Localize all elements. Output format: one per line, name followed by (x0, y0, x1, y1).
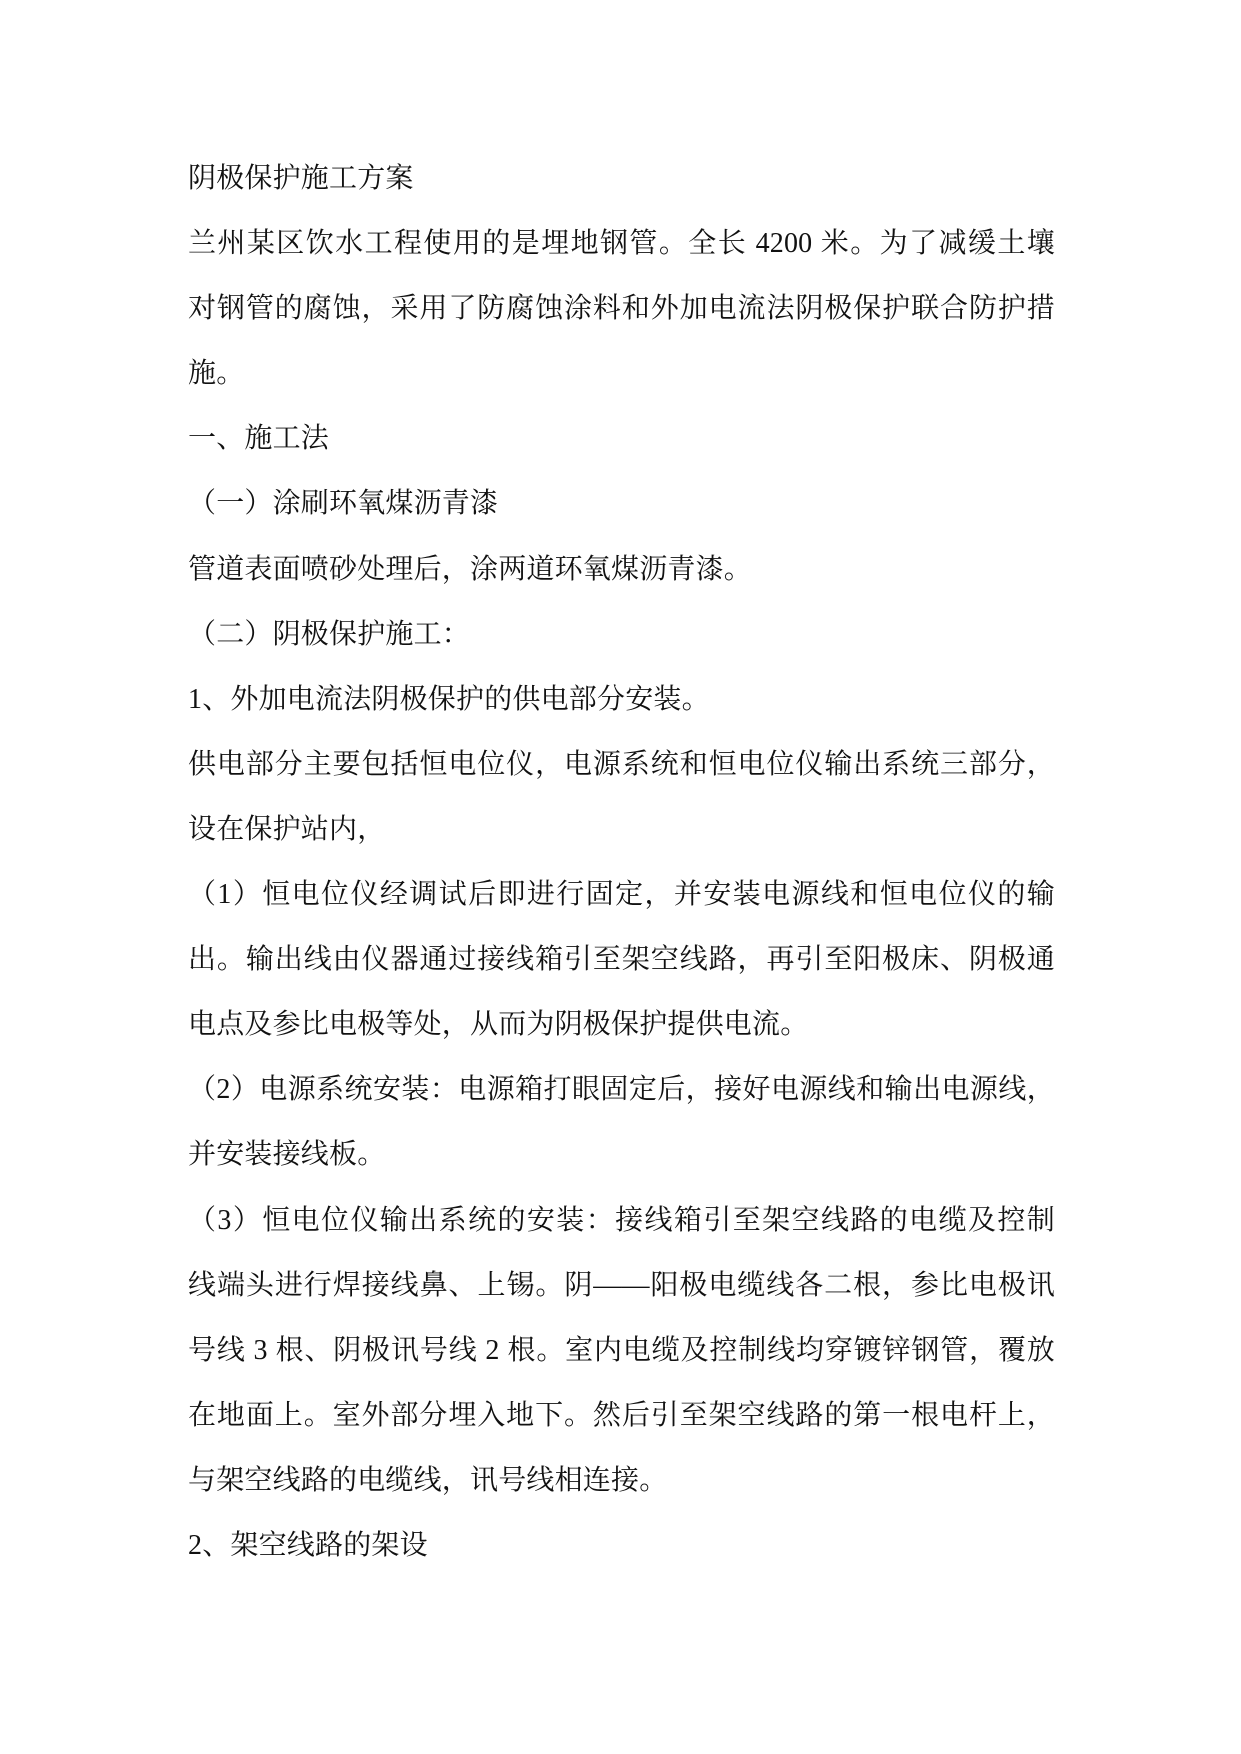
doc-line: （3）恒电位仪输出系统的安装：接线箱引至架空线路的电缆及控制 (188, 1204, 1055, 1236)
doc-line: 并安装接线板。 (188, 1139, 386, 1171)
doc-line: （2）电源系统安装：电源箱打眼固定后，接好电源线和输出电源线， (188, 1074, 1055, 1106)
doc-line: 施。 (188, 358, 245, 390)
document-text-block (188, 146, 1055, 1578)
doc-line: 出。输出线由仪器通过接线箱引至架空线路，再引至阳极床、阴极通 (188, 944, 1055, 976)
doc-line: 电点及参比电极等处，从而为阴极保护提供电流。 (188, 1009, 809, 1041)
doc-line: 管道表面喷砂处理后，涂两道环氧煤沥青漆。 (188, 553, 753, 585)
doc-heading-1-2: （二）阴极保护施工： (188, 618, 471, 650)
doc-line: 与架空线路的电缆线，讯号线相连接。 (188, 1464, 668, 1496)
doc-heading-item-1: 1、外加电流法阴极保护的供电部分安装。 (188, 683, 710, 715)
doc-heading-1-1: （一）涂刷环氧煤沥青漆 (188, 488, 499, 520)
doc-line: 兰州某区饮水工程使用的是埋地钢管。全长 4200 米。为了减缓土壤 (188, 228, 1055, 260)
doc-line: 号线 3 根、阴极讯号线 2 根。室内电缆及控制线均穿镀锌钢管，覆放 (188, 1334, 1055, 1366)
doc-line: （1）恒电位仪经调试后即进行固定，并安装电源线和恒电位仪的输 (188, 879, 1055, 911)
doc-line: 线端头进行焊接线鼻、上锡。阴——阳极电缆线各二根，参比电极讯 (188, 1269, 1055, 1301)
doc-title: 阴极保护施工方案 (188, 163, 414, 194)
doc-line: 在地面上。室外部分埋入地下。然后引至架空线路的第一根电杆上， (188, 1399, 1055, 1431)
doc-line: 供电部分主要包括恒电位仪，电源系统和恒电位仪输出系统三部分， (188, 748, 1055, 780)
doc-heading-1: 一、施工法 (188, 423, 330, 455)
doc-line: 设在保护站内， (188, 813, 386, 845)
doc-heading-item-2: 2、架空线路的架设 (188, 1529, 428, 1561)
doc-line: 对钢管的腐蚀，采用了防腐蚀涂料和外加电流法阴极保护联合防护措 (188, 293, 1055, 325)
